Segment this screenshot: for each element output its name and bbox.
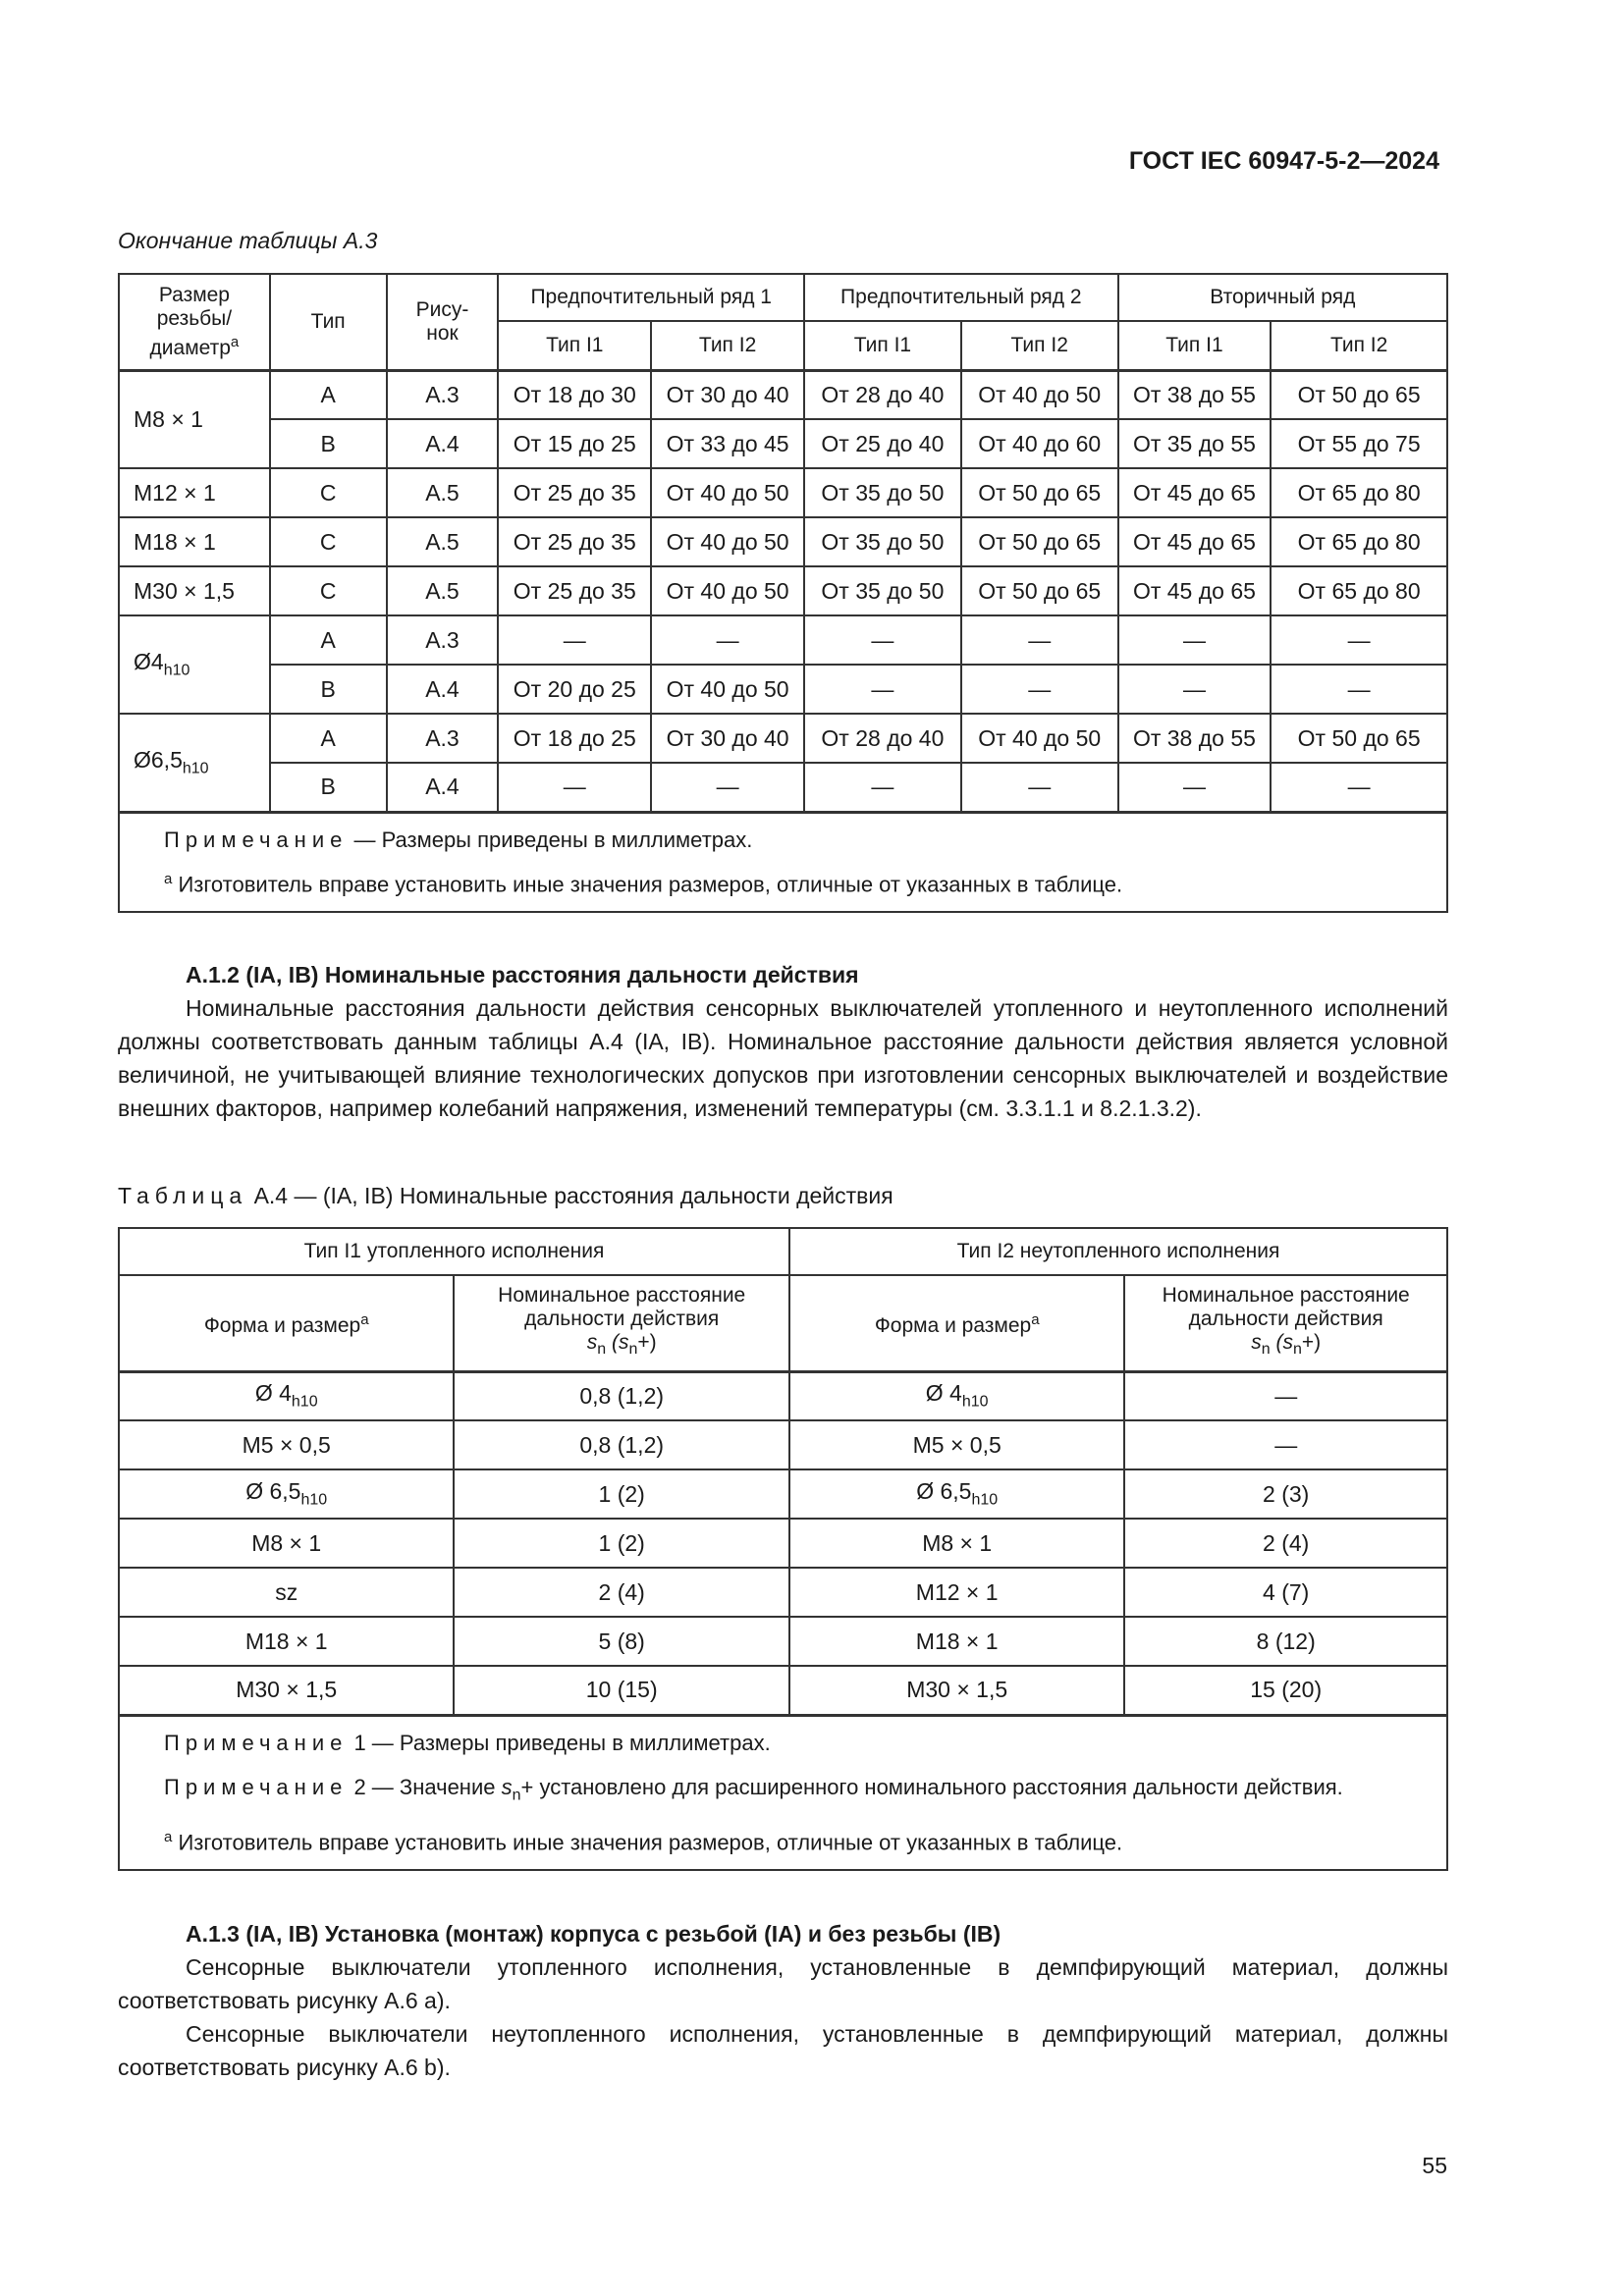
- table-row: M5 × 0,5 0,8 (1,2) M5 × 0,5 —: [119, 1420, 1447, 1469]
- section-a12: [118, 958, 1448, 1125]
- header-flush: Тип I1 утопленного исполнения: [119, 1228, 789, 1275]
- size-cell: M18 × 1: [119, 517, 270, 566]
- table-row: Ø $4_{h10}$ 0,8 (1,2) Ø $4_{h10}$ —: [119, 1371, 1447, 1420]
- table-row: M18 × 1 C A.5 От 25 до 35 От 40 до 50 От 35 до 50 От 50 до 65 От 45 до 65 От 65 до 80: [119, 517, 1447, 566]
- header-nonflush: Тип I2 неутопленного исполнения: [789, 1228, 1447, 1275]
- header-type: Тип: [270, 274, 387, 370]
- table-row: B A.4 — — — — — —: [119, 763, 1447, 812]
- section-a13: [118, 1917, 1448, 2084]
- size-cell: $Ø6,5_{h10}$: [119, 714, 270, 812]
- note-text: 1 — Размеры приведены в миллиметрах.: [348, 1730, 771, 1755]
- header-i1: Тип I1: [498, 321, 651, 370]
- footnote-text: Изготовитель вправе установить иные значения размеров, отличные от указанных в таблице.: [178, 1830, 1123, 1855]
- header-figure: Рису- нок: [387, 274, 499, 370]
- table-row: M30 × 1,5 C A.5 От 25 до 35 От 40 до 50 От 35 до 50 От 50 до 65 От 45 до 65 От 65 до 80: [119, 566, 1447, 615]
- table-row: M30 × 1,5 10 (15) M30 × 1,5 15 (20): [119, 1666, 1447, 1715]
- table-note: Примечание 2 — Значение $s_n+$ установлено для расширенного номинального расстояния дальности действия.: [119, 1756, 1447, 1811]
- table-row: $Ø4_{h10}$ A A.3 — — — — — —: [119, 615, 1447, 665]
- table-row: B A.4 От 15 до 25 От 33 до 45 От 25 до 40 От 40 до 60 От 35 до 55 От 55 до 75: [119, 419, 1447, 468]
- note-label: Примечание: [164, 1774, 349, 1799]
- header-i2: Тип I2: [1271, 321, 1447, 370]
- note-label: Примечание: [164, 1730, 349, 1755]
- table-row: M18 × 1 5 (8) M18 × 1 8 (12): [119, 1617, 1447, 1666]
- table-a3-caption: Окончание таблицы А.3: [118, 228, 378, 253]
- section-title: А.1.2 (IA, IB) Номинальные расстояния дальности действия: [186, 962, 859, 988]
- table-row: M12 × 1 C A.5 От 25 до 35 От 40 до 50 От 35 до 50 От 50 до 65 От 45 до 65 От 65 до 80: [119, 468, 1447, 517]
- header-i2: Тип I2: [961, 321, 1118, 370]
- table-a3: [118, 273, 1448, 913]
- section-paragraph: Номинальные расстояния дальности действия сенсорных выключателей утопленного и неутопленного исполнений должны соответствовать данным таблицы А.4 (IA, IB). Номинальное расстояние дальности действия является условной величиной, не учитывающей влияние технологических допусков при изготовлении сенсорных выключателей и воздействие внешних факторов, например колебаний напряжения, изменений температуры (см. 3.3.1.1 и 8.2.1.3.2).: [118, 995, 1448, 1121]
- table-note: [119, 812, 1447, 853]
- header-i1: Тип I1: [1118, 321, 1272, 370]
- table-a4-caption: Таблица А.4 — (IA, IB) Номинальные расстояния дальности действия: [118, 1183, 893, 1208]
- section-title: А.1.3 (IA, IB) Установка (монтаж) корпуса с резьбой (IA) и без резьбы (IB): [186, 1921, 1001, 1947]
- header-distance: Номинальное расстояние дальности действия $s_n$ $(s_n+)$: [454, 1275, 789, 1371]
- header-form: Форма и размер$^а$: [119, 1275, 454, 1371]
- document-code: ГОСТ IEC 60947-5-2—2024: [1128, 147, 1439, 175]
- header-secondary: Вторичный ряд: [1118, 274, 1447, 321]
- table-row: $Ø6,5_{h10}$ A A.3 От 18 до 25 От 30 до 40 От 28 до 40 От 40 до 50 От 38 до 55 От 50 до 65: [119, 714, 1447, 763]
- size-cell: $Ø4_{h10}$: [119, 615, 270, 714]
- header-i1: Тип I1: [804, 321, 961, 370]
- page-number: 55: [1422, 2153, 1447, 2178]
- table-note: [119, 1715, 1447, 1756]
- table-row: M8 × 1 1 (2) M8 × 1 2 (4): [119, 1519, 1447, 1568]
- section-paragraph: Сенсорные выключатели неутопленного исполнения, установленные в демпфирующий материал, должны соответствовать рисунку А.6 b).: [118, 2021, 1448, 2080]
- table-footnote: [119, 1811, 1447, 1870]
- header-pref2: Предпочтительный ряд 2: [804, 274, 1118, 321]
- footnote-mark: а: [164, 1828, 173, 1845]
- note-text: — Размеры приведены в миллиметрах.: [348, 827, 753, 852]
- size-cell: M30 × 1,5: [119, 566, 270, 615]
- table-row: sz 2 (4) M12 × 1 4 (7): [119, 1568, 1447, 1617]
- table-row: M8 × 1 A A.3 От 18 до 30 От 30 до 40 От 28 до 40 От 40 до 50 От 38 до 55 От 50 до 65: [119, 370, 1447, 419]
- footnote-text: Изготовитель вправе установить иные значения размеров, отличные от указанных в таблице.: [178, 871, 1123, 896]
- table-row: B A.4 От 20 до 25 От 40 до 50 — — — —: [119, 665, 1447, 714]
- header-form: Форма и размер$^а$: [789, 1275, 1124, 1371]
- table-row: Ø $6,5_{h10}$ 1 (2) Ø $6,5_{h10}$ 2 (3): [119, 1469, 1447, 1519]
- size-cell: M8 × 1: [119, 370, 270, 468]
- section-paragraph: Сенсорные выключатели утопленного исполнения, установленные в демпфирующий материал, должны соответствовать рисунку А.6 а).: [118, 1954, 1448, 2013]
- header-i2: Тип I2: [651, 321, 804, 370]
- size-cell: M12 × 1: [119, 468, 270, 517]
- footnote-mark: а: [164, 870, 173, 887]
- header-pref1: Предпочтительный ряд 1: [498, 274, 804, 321]
- header-size: Размер резьбы/ диаметр$^а$: [119, 274, 270, 370]
- table-footnote: [119, 853, 1447, 912]
- note-label: Примечание: [164, 827, 349, 852]
- table-a4: [118, 1227, 1448, 1871]
- header-distance: Номинальное расстояние дальности действия $s_n$ $(s_n+)$: [1124, 1275, 1447, 1371]
